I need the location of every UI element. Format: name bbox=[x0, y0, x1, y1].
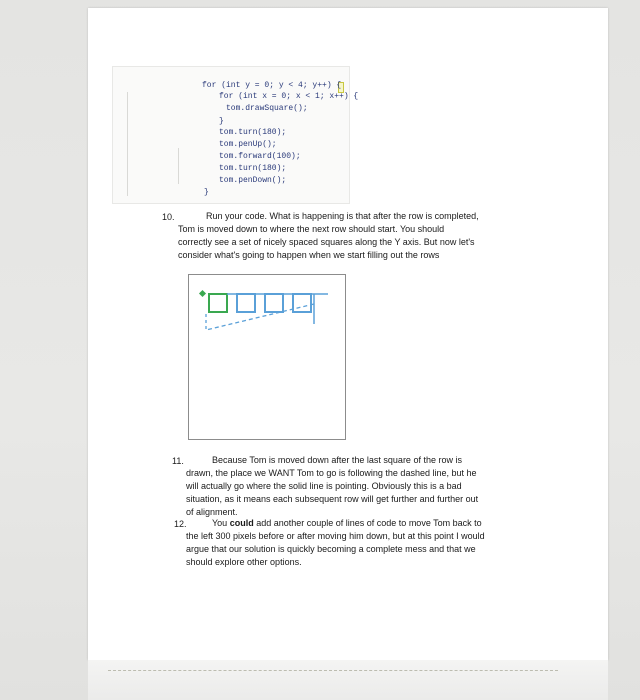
square-4 bbox=[293, 294, 311, 312]
step-11-line-3: will actually go where the solid line is pointing. Obviously this is a bad bbox=[186, 481, 462, 491]
turtle-diagram bbox=[188, 274, 344, 438]
step-12-bold-word: could bbox=[229, 518, 254, 528]
page-bottom-edge bbox=[88, 660, 608, 700]
step-12-line-4: should explore other options. bbox=[186, 557, 302, 567]
page-break-divider bbox=[108, 670, 558, 671]
step-10-line-1: Run your code. What is happening is that after the row is completed, bbox=[206, 211, 479, 221]
code-line-1: for (int y = 0; y < 4; y++) { bbox=[202, 81, 342, 90]
square-2 bbox=[237, 294, 255, 312]
code-line-7: tom.forward(100); bbox=[219, 152, 301, 161]
code-line-2: for (int x = 0; x < 1; x++) { bbox=[219, 92, 359, 101]
step-11-line-1: Because Tom is moved down after the last square of the row is bbox=[212, 455, 462, 465]
step-12-number: 12. bbox=[174, 519, 187, 529]
step-12-line-3: argue that our solution is quickly becoming a complete mess and that we bbox=[186, 544, 476, 554]
code-line-5: tom.turn(180); bbox=[219, 128, 287, 137]
step-11-line-5: of alignment. bbox=[186, 507, 238, 517]
step-12-line-2: the left 300 pixels before or after moving him down, but at this point I would bbox=[186, 531, 485, 541]
step-10-line-2: Tom is moved down to where the next row should start. You should bbox=[178, 224, 445, 234]
code-line-9: tom.penDown(); bbox=[219, 176, 287, 185]
step-12-line-1 bbox=[212, 517, 482, 529]
code-line-6: tom.penUp(); bbox=[219, 140, 277, 149]
step-12-line-1-pre: You bbox=[212, 518, 230, 528]
step-11-number: 11. bbox=[172, 456, 184, 466]
code-gutter-line bbox=[127, 92, 128, 196]
step-10-line-4: consider what's going to happen when we start filling out the rows bbox=[178, 250, 440, 260]
step-10-number: 10. bbox=[162, 212, 175, 222]
step-12-line-1-post: add another couple of lines of code to move Tom back to bbox=[253, 518, 482, 528]
step-10-line-3: correctly see a set of nicely spaced squares along the Y axis. But now let's bbox=[178, 237, 475, 247]
square-3 bbox=[265, 294, 283, 312]
start-marker-icon bbox=[199, 290, 206, 297]
step-11-line-2: drawn, the place we WANT Tom to go is following the dashed line, but he bbox=[186, 468, 477, 478]
step-11-line-4: situation, as it means each subsequent row will get further and further out bbox=[186, 494, 479, 504]
code-line-3: tom.drawSquare(); bbox=[226, 104, 308, 113]
dashed-return-line bbox=[206, 304, 314, 330]
code-line-4: } bbox=[219, 117, 224, 126]
square-1 bbox=[209, 294, 227, 312]
code-line-10: } bbox=[204, 188, 209, 197]
code-line-8: tom.turn(180); bbox=[219, 164, 287, 173]
